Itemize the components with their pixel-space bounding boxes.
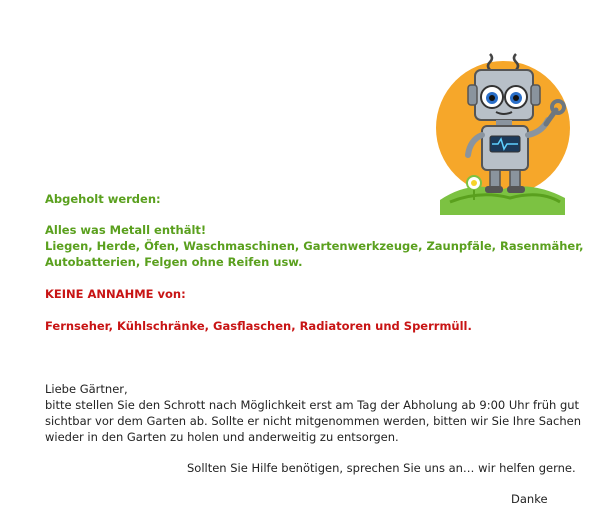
letter-greeting: Liebe Gärtner,: [45, 382, 128, 396]
collected-line-3: Autobatterien, Felgen ohne Reifen usw.: [45, 255, 303, 269]
collected-line-2: Liegen, Herde, Öfen, Waschmaschinen, Gartenwerkzeuge, Zaunpfäle, Rasenmäher,: [45, 239, 584, 253]
not-accepted-items: Fernseher, Kühlschränke, Gasflaschen, Radiatoren und Sperrmüll.: [45, 319, 472, 333]
thanks-text: Danke: [511, 492, 548, 506]
letter-line-1: bitte stellen Sie den Schrott nach Möglichkeit erst am Tag der Abholung ab 9:00 Uhr früh gut: [45, 398, 580, 412]
robot-illustration: [430, 40, 570, 220]
letter-line-3: wieder in den Garten zu holen und anderweitig zu entsorgen.: [45, 430, 399, 444]
robot-icon: [430, 40, 570, 220]
help-text: Sollten Sie Hilfe benötigen, sprechen Sie uns an… wir helfen gerne.: [187, 461, 576, 475]
not-accepted-heading: KEINE ANNAHME von:: [45, 287, 186, 301]
letter-line-2: sichtbar vor dem Garten ab. Sollte er nicht mitgenommen werden, bitten wir Sie Ihre Sachen: [45, 414, 582, 428]
collected-heading: Abgeholt werden:: [45, 192, 161, 206]
collected-line-1: Alles was Metall enthält!: [45, 223, 207, 237]
